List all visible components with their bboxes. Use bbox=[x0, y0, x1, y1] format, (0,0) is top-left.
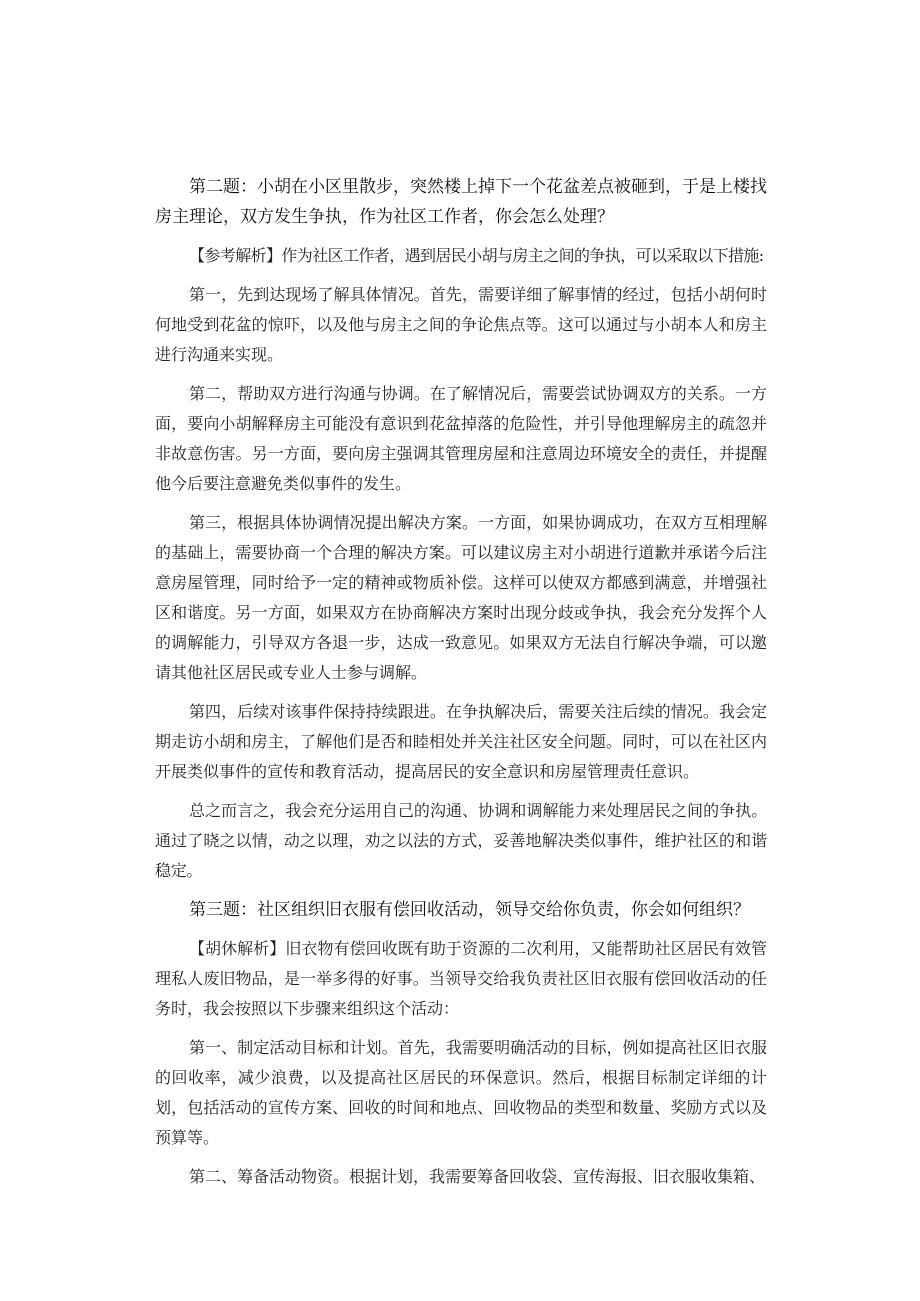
document-body bbox=[155, 172, 767, 1201]
question-2-step-3: 第三，根据具体协调情况提出解决方案。一方面，如果协调成功，在双方互相理解的基础上，需要协商一个合理的解决方案。可以建议房主对小胡进行道歉并承诺今后注意房屋管理，同时给予一定的精神或物质补偿。这样可以使双方都感到满意，并增强社区和谐度。另一方面，如果双方在协商解决方案时出现分歧或争执，我会充分发挥个人的调解能力，引导双方各退一步，达成一致意见。如果双方无法自行解决争端，可以邀请其他社区居民或专业人士参与调解。 bbox=[155, 513, 767, 682]
question-2-title: 第二题：小胡在小区里散步，突然楼上掉下一个花盆差点被砸到，于是上楼找房主理论，双方发生争执，作为社区工作者，你会怎么处理？ bbox=[155, 177, 767, 227]
question-2-step-2: 第二，帮助双方进行沟通与协调。在了解情况后，需要尝试协调双方的关系。一方面，要向小胡解释房主可能没有意识到花盆掉落的危险性，并引导他理解房主的疏忽并非故意伤害。另一方面，要向房主强调其管理房屋和注意周边环境安全的责任，并提醒他今后要注意避免类似事件的发生。 bbox=[155, 384, 767, 493]
question-3-analysis: 【胡休解析】旧衣物有偿回收既有助于资源的二次利用，又能帮助社区居民有效管理私人废旧物品，是一举多得的好事。当领导交给我负责社区旧衣服有偿回收活动的任务时，我会按照以下步骤来组织这个活动： bbox=[155, 939, 767, 1018]
question-2-summary: 总之而言之，我会充分运用自己的沟通、协调和调解能力来处理居民之间的争执。通过了晓之以情，动之以理，劝之以法的方式，妥善地解决类似事件，维护社区的和谐稳定。 bbox=[155, 801, 767, 880]
question-3-title: 第三题：社区组织旧衣服有偿回收活动，领导交给你负责，你会如何组织？ bbox=[189, 900, 750, 920]
question-2-step-4: 第四，后续对该事件保持持续跟进。在争执解决后，需要关注后续的情况。我会定期走访小胡和房主，了解他们是否和睦相处并关注社区安全问题。同时，可以在社区内开展类似事件的宣传和教育活动，提高居民的安全意识和房屋管理责任意识。 bbox=[155, 702, 767, 781]
question-2-reference-analysis: 【参考解析】作为社区工作者，遇到居民小胡与房主之间的争执，可以采取以下措施: bbox=[189, 246, 764, 265]
question-3-step-2: 第二、筹备活动物资。根据计划，我需要筹备回收袋、宣传海报、旧衣服收集箱、 bbox=[189, 1167, 766, 1186]
question-2-step-1: 第一，先到达现场了解具体情况。首先，需要详细了解事情的经过，包括小胡何时何地受到花盆的惊吓，以及他与房主之间的争论焦点等。这可以通过与小胡本人和房主进行沟通来实现。 bbox=[155, 285, 767, 364]
question-3-step-1: 第一、制定活动目标和计划。首先，我需要明确活动的目标，例如提高社区旧衣服的回收率，减少浪费，以及提高社区居民的环保意识。然后，根据目标制定详细的计划，包括活动的宣传方案、回收的时间和地点、回收物品的类型和数量、奖励方式以及预算等。 bbox=[155, 1038, 767, 1147]
